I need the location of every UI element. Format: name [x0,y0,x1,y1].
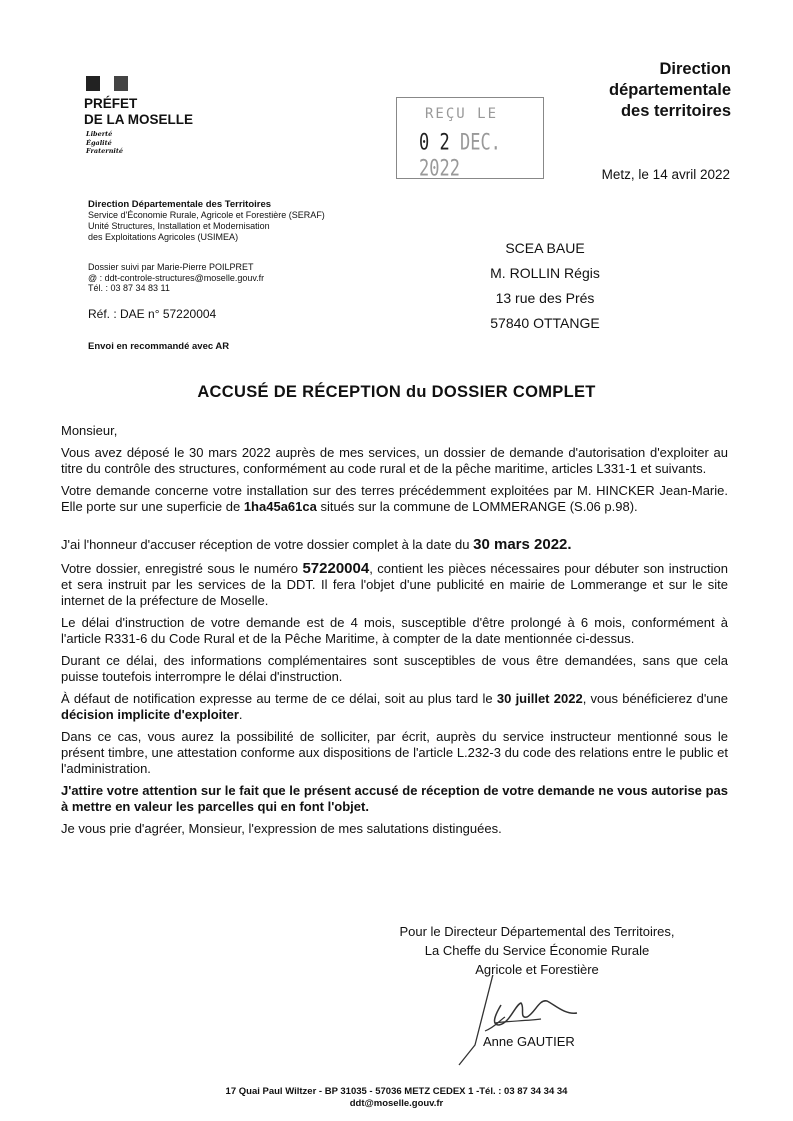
signature-block [388,922,686,979]
p3-date: 30 mars 2022. [473,536,572,553]
motto-egalite: Égalité [86,138,112,147]
subject-word-complet: COMPLET [512,383,596,401]
signature-line3: Agricole et Forestière [475,962,599,977]
p2-surface: 1ha45a61ca [243,499,317,514]
letter-date: Metz, le 14 avril 2022 [601,167,730,182]
stamp-date [419,130,543,182]
handwritten-signature-icon [455,975,605,1070]
direction-title [609,59,731,122]
p7-deadline: 30 juillet 2022 [496,691,583,706]
direction-line3: des territoires [620,102,731,120]
recipient-line2: M. ROLLIN Régis [490,265,600,281]
p4-number: 57220004 [302,560,370,577]
direction-line2: départementale [609,81,731,99]
subject-word-accuse: ACCUSÉ [197,383,274,401]
paragraph-7 [61,691,728,723]
contact-email: @ : ddt-controle-structures@moselle.gouv.fr [88,272,265,283]
followed-by: Dossier suivi par Marie-Pierre POILPRET [88,262,254,272]
delivery-mode: Envoi en recommandé avec AR [88,341,230,352]
subject-word-de: DE [273,383,303,401]
p4-text-c: , contient les pièces nécessaires pour débuter son instruction et sera instruit par les services de la DDT. Il fera l'objet d'une publicité en mairie de Lommerange et sur le site internet de la préfecture de Moselle. [61,561,728,608]
subject-word-du: du [405,383,432,401]
recipient-line1: SCEA BAUE [505,240,585,256]
subject-word-reception: RÉCEPTION [302,383,406,401]
marianne-logo-icon [86,76,128,91]
service-line2: Unité Structures, Installation et Modernisation [88,221,270,231]
p4-text-a: Votre dossier, enregistré sous le numéro [61,561,303,576]
p3-text-a: J'ai l'honneur d'accuser réception de votre dossier complet à la date du [61,537,474,552]
p7-text-a: À défaut de notification expresse au terme de ce délai, soit au plus tard le [61,691,497,706]
service-line1: Service d'Économie Rurale, Agricole et Forestière (SERAF) [88,210,325,220]
signature-line1: Pour le Directeur Départemental des Territoires, [399,924,675,939]
motto-liberte: Liberté [86,130,113,138]
p2-text-a: Votre demande concerne votre installation sur des terres précédemment exploitées par M. HINCKER Jean-Marie. Elle porte sur une superficie de [61,483,728,514]
footer [0,1086,793,1110]
footer-address: 17 Quai Paul Wiltzer - BP 31035 - 57036 METZ CEDEX 1 -Tél. : 03 87 34 34 34 [225,1086,568,1097]
paragraph-5: Le délai d'instruction de votre demande est de 4 mois, susceptible d'être prolongé à 6 mois, conformément à l'article R331-6 du Code Rural et de la Pêche Maritime, à compter de la date mentionnée ci-dessus. [61,615,728,646]
paragraph-1: Vous avez déposé le 30 mars 2022 auprès de mes services, un dossier de demande d'autorisation d'exploiter au titre du contrôle des structures, conformément au code rural et de la pêche maritime, articles L331-1 et suivants. [61,445,728,476]
stamp-label: REÇU LE [425,106,499,122]
paragraph-3 [61,537,728,553]
contact-block [88,262,264,294]
salutation: Monsieur, [61,423,118,438]
contact-phone: Tél. : 03 87 34 83 11 [88,283,170,293]
recipient-address [480,236,610,336]
service-line3: des Exploitations Agricoles (USIMEA) [88,232,239,242]
logo-name-line2: DE LA MOSELLE [84,112,194,127]
service-block [88,199,325,243]
letter-subject [0,383,793,402]
logo-name-line1: PRÉFET [84,96,138,111]
stamp-day: 0 2 [419,130,450,156]
paragraph-8: Dans ce cas, vous aurez la possibilité de solliciter, par écrit, auprès du service instructeur mentionné sous le présent timbre, une attestation conforme aux dispositions de l'article L.232-3 du code des relations entre le public et l'administration. [61,729,728,776]
paragraph-10: Je vous prie d'agréer, Monsieur, l'expression de mes salutations distinguées. [61,821,502,836]
received-stamp [396,97,544,182]
paragraph-2 [61,483,728,515]
direction-line1: Direction [659,60,731,78]
paragraph-4 [61,561,728,609]
service-title: Direction Départementale des Territoires [88,199,272,210]
paragraph-9: J'attire votre attention sur le fait que le présent accusé de réception de votre demande ne vous autorise pas à mettre en valeur les parcelles qui en font l'objet. [61,783,728,814]
letter-body [61,423,728,837]
subject-word-dossier: DOSSIER [431,383,513,401]
p7-text-c: , vous bénéficierez d'une [582,691,728,706]
reference-number: Réf. : DAE n° 57220004 [88,307,217,321]
p7-text-e: . [238,707,243,722]
p2-text-c: situés sur la commune de LOMMERANGE (S.06 p.98). [316,499,638,514]
recipient-line4: 57840 OTTANGE [490,315,600,331]
p7-decision: décision implicite d'exploiter [61,707,239,722]
motto-fraternite: Fraternité [86,147,124,155]
paragraph-6: Durant ce délai, des informations complémentaires sont susceptibles de vous être demandées, sans que cela puisse toutefois interrompre le délai d'instruction. [61,653,728,684]
prefet-logo-text [84,96,193,128]
signer-name: Anne GAUTIER [483,1034,575,1049]
recipient-line3: 13 rue des Prés [495,290,595,306]
republic-motto [86,130,123,156]
signature-line2: La Cheffe du Service Économie Rurale [424,943,650,958]
stamp-month-year: DEC. 2022 [419,130,501,182]
footer-email: ddt@moselle.gouv.fr [349,1098,444,1109]
